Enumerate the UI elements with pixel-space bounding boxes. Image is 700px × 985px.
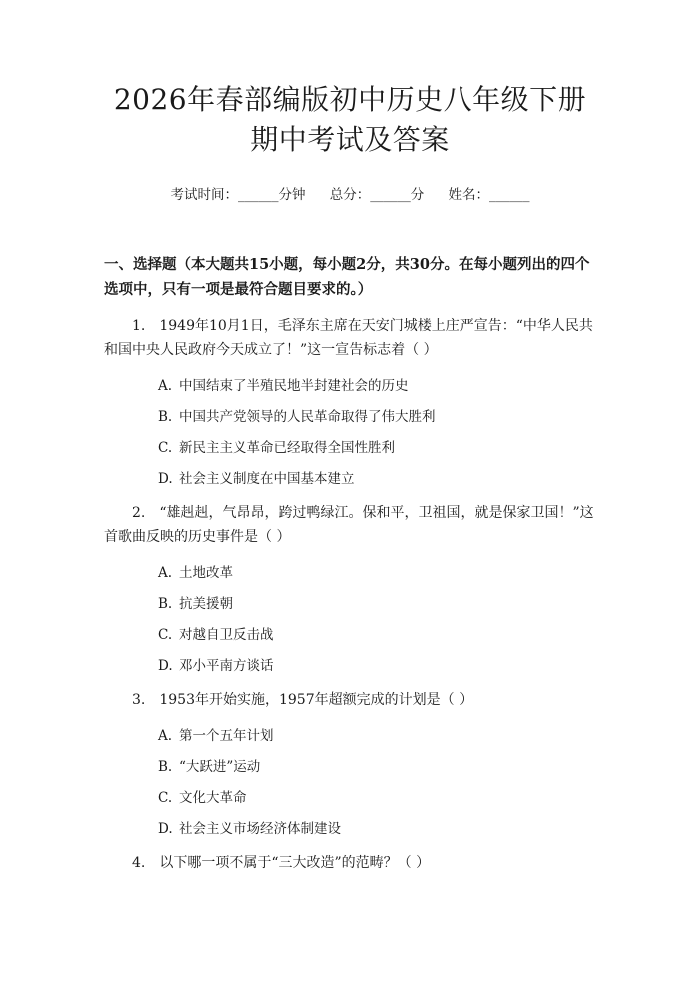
option-text: 中国共产党领导的人民革命取得了伟大胜利 — [179, 409, 436, 425]
option-letter: C. — [158, 790, 173, 806]
question-number: 2. — [132, 505, 146, 521]
option-letter: C. — [158, 627, 173, 643]
question-list — [104, 314, 596, 875]
answer-option — [158, 757, 596, 777]
total-score-field: 总分：______分 — [329, 187, 425, 203]
answer-option — [158, 819, 596, 839]
question-text: “雄赳赳，气昂昂，跨过鸭绿江。保和平，卫祖国，就是保家卫国！”这首歌曲反映的历史事件是（ ） — [104, 505, 594, 545]
answer-option — [158, 469, 596, 489]
option-list — [104, 726, 596, 839]
answer-option — [158, 594, 596, 614]
option-text: 邓小平南方谈话 — [179, 658, 274, 674]
option-text: 文化大革命 — [179, 790, 247, 806]
question-text: 以下哪一项不属于“三大改造”的范畴？（ ） — [159, 855, 431, 871]
option-text: “大跃进”运动 — [179, 759, 261, 775]
exam-info-line — [104, 185, 596, 205]
option-letter: B. — [158, 409, 173, 425]
option-letter: A. — [158, 565, 173, 581]
question-number: 1. — [132, 318, 146, 334]
question-number: 4. — [132, 855, 146, 871]
answer-option — [158, 625, 596, 645]
option-letter: A. — [158, 378, 173, 394]
page-title: 2026年春部编版初中历史八年级下册期中考试及答案 — [113, 83, 587, 156]
option-letter: B. — [158, 596, 173, 612]
answer-option — [158, 438, 596, 458]
exam-time-field: 考试时间：______分钟 — [170, 187, 306, 203]
question-item — [104, 851, 596, 875]
answer-option — [158, 726, 596, 746]
answer-option — [158, 788, 596, 808]
option-letter: B. — [158, 759, 173, 775]
option-list — [104, 376, 596, 489]
option-text: 对越自卫反击战 — [179, 627, 274, 643]
option-text: 社会主义制度在中国基本建立 — [179, 471, 355, 487]
question-number: 3. — [132, 692, 146, 708]
answer-option — [158, 376, 596, 396]
option-text: 中国结束了半殖民地半封建社会的历史 — [179, 378, 409, 394]
option-letter: C. — [158, 440, 173, 456]
section-heading: 一、选择题（本大题共15小题，每小题2分，共30分。在每小题列出的四个选项中，只有一项是最符合题目要求的。） — [104, 256, 590, 298]
answer-option — [158, 407, 596, 427]
question-item — [104, 688, 596, 712]
option-letter: A. — [158, 728, 173, 744]
option-text: 第一个五年计划 — [179, 728, 274, 744]
question-item — [104, 501, 596, 549]
student-name-field: 姓名：______ — [448, 187, 530, 203]
option-letter: D. — [158, 471, 173, 487]
option-text: 新民主主义革命已经取得全国性胜利 — [179, 440, 395, 456]
question-text: 1953年开始实施，1957年超额完成的计划是（ ） — [159, 692, 474, 708]
option-letter: D. — [158, 821, 173, 837]
option-text: 土地改革 — [179, 565, 233, 581]
option-list — [104, 563, 596, 676]
answer-option — [158, 656, 596, 676]
option-text: 抗美援朝 — [179, 596, 233, 612]
question-item — [104, 314, 596, 362]
option-letter: D. — [158, 658, 173, 674]
answer-option — [158, 563, 596, 583]
option-text: 社会主义市场经济体制建设 — [179, 821, 341, 837]
question-text: 1949年10月1日，毛泽东主席在天安门城楼上庄严宣告：“中华人民共和国中央人民政府今天成立了！”这一宣告标志着（ ） — [104, 318, 593, 358]
exam-page — [0, 80, 700, 985]
